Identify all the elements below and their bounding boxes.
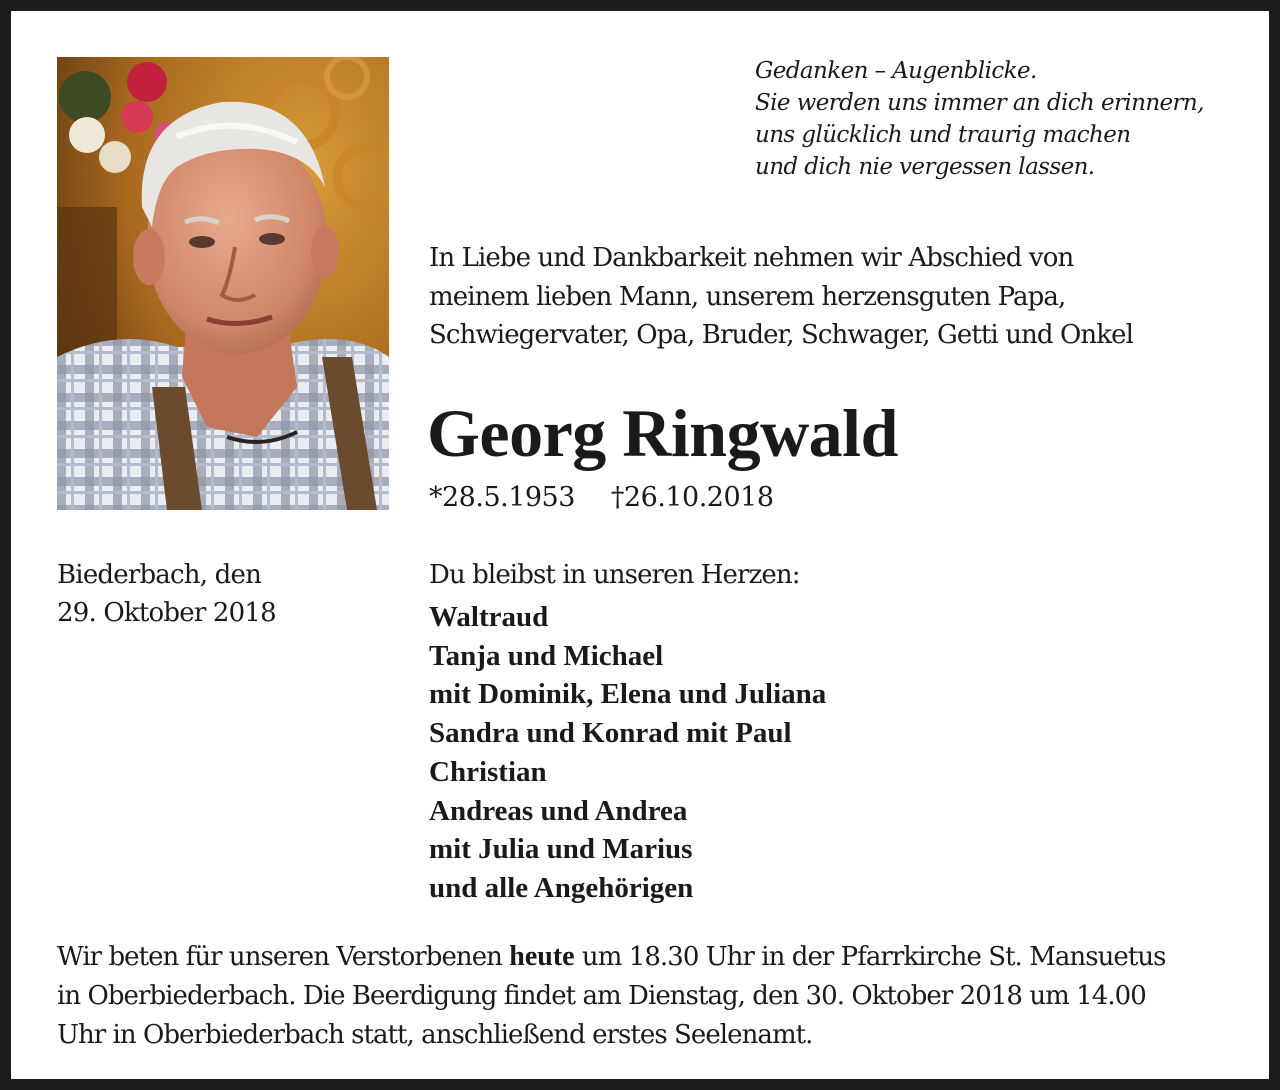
death-date: †26.10.2018 xyxy=(610,482,774,513)
place-and-date xyxy=(57,556,276,632)
mourner-item: und alle Angehörigen xyxy=(429,871,694,904)
birth-date: *28.5.1953 xyxy=(429,482,575,513)
mourner-item: Sandra und Konrad mit Paul xyxy=(429,717,792,750)
deceased-name: Georg Ringwald xyxy=(427,395,898,471)
service-emphasis: heute xyxy=(509,941,575,972)
intro-line: In Liebe und Dankbarkeit nehmen wir Abschied von xyxy=(429,243,1074,273)
intro-line: meinem lieben Mann, unserem herzensguten Papa, xyxy=(429,281,1066,312)
quote-line: uns glücklich und traurig machen xyxy=(755,122,1131,148)
mourner-item: Waltraud xyxy=(429,601,549,633)
mourner-item: mit Dominik, Elena und Juliana xyxy=(429,678,827,711)
quote-line: und dich nie vergessen lassen. xyxy=(755,154,1095,180)
mourners-list xyxy=(429,598,826,908)
mourners-heading: Du bleibst in unseren Herzen: xyxy=(429,560,800,590)
mourner-item: Andreas und Andrea xyxy=(429,794,688,827)
place-line: Biederbach, den xyxy=(57,560,262,590)
date-line: 29. Oktober 2018 xyxy=(57,598,276,628)
intro-line: Schwiegervater, Opa, Bruder, Schwager, Getti und Onkel xyxy=(429,320,1134,350)
service-line: Uhr in Oberbiederbach statt, anschließend erstes Seelenamt. xyxy=(57,1020,813,1050)
portrait-photo xyxy=(57,57,389,510)
service-line: in Oberbiederbach. Die Beerdigung findet am Dienstag, den 30. Oktober 2018 um 14.00 xyxy=(57,981,1146,1011)
mourner-item: Christian xyxy=(429,755,547,788)
service-info xyxy=(57,937,1166,1055)
mourner-item: Tanja und Michael xyxy=(429,639,664,672)
quote-line: Sie werden uns immer an dich erinnern, xyxy=(755,90,1204,116)
farewell-intro xyxy=(429,239,1133,355)
quote-line: Gedanken – Augenblicke. xyxy=(755,58,1037,84)
service-line: Wir beten für unseren Verstorbenen heute um 18.30 Uhr in der Pfarrkirche St. Mansuetus xyxy=(57,941,1166,972)
mourner-item: mit Julia und Marius xyxy=(429,833,693,866)
life-dates xyxy=(429,479,774,517)
memorial-quote xyxy=(755,55,1204,183)
